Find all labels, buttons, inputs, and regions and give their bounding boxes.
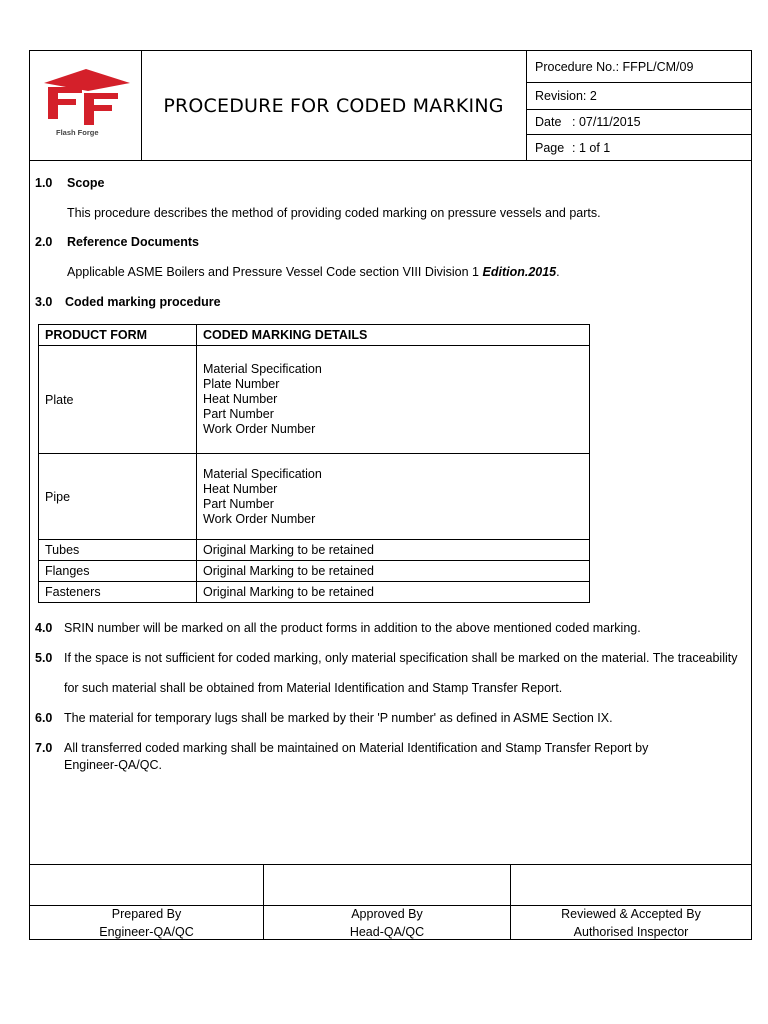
document-title: PROCEDURE FOR CODED MARKING [163, 94, 504, 117]
logo-cell [30, 51, 142, 160]
section-2-end: . [556, 265, 560, 279]
prepared-role: Engineer-QA/QC [99, 925, 194, 939]
details-cell: Original Marking to be retained [197, 582, 590, 603]
prepared-by: Prepared By [111, 907, 182, 921]
details-cell [197, 454, 590, 540]
section-6-text: The material for temporary lugs shall be marked by their 'P number' as defined in ASME Section IX. [64, 711, 613, 725]
signature-block [30, 864, 751, 940]
section-2-text [67, 265, 560, 279]
product-form-cell: Pipe [39, 454, 197, 540]
logo-text: Flash Forge [56, 128, 99, 137]
section-1-text: This procedure describes the method of providing coded marking on pressure vessels and parts. [67, 206, 601, 220]
section-7-text: All transferred coded marking shall be maintained on Material Identification and Stamp Transfer Report by [64, 741, 649, 755]
section-7-text-continued: Engineer-QA/QC. [64, 758, 162, 772]
revision: Revision: 2 [526, 83, 751, 110]
table-row [39, 346, 590, 454]
coded-marking-table [38, 324, 590, 603]
title-cell [141, 51, 527, 160]
document-frame [29, 50, 752, 940]
approved-signature-box [264, 865, 510, 906]
reviewed-column [511, 865, 751, 940]
meta-cell [526, 51, 751, 160]
section-3-number: 3.0 [35, 295, 53, 309]
section-4-text: SRIN number will be marked on all the product forms in addition to the above mentioned coded marking. [64, 621, 641, 635]
approved-by: Approved By [351, 907, 423, 921]
page-row [526, 135, 751, 160]
date-row [526, 110, 751, 135]
approved-label [264, 905, 510, 941]
table-row [39, 540, 590, 561]
detail-line: Work Order Number [203, 511, 316, 526]
section-2-edition: Edition.2015 [482, 265, 557, 279]
table-row [39, 561, 590, 582]
product-form-cell: Tubes [39, 540, 197, 561]
product-form-cell: Plate [39, 346, 197, 454]
detail-line: Material Specification [203, 362, 322, 376]
product-form-cell: Flanges [39, 561, 197, 582]
detail-line: Plate Number [203, 377, 280, 391]
product-form-cell: Fasteners [39, 582, 197, 603]
table-row [39, 582, 590, 603]
page-label: Page [535, 140, 565, 155]
section-1-title: Scope [67, 176, 105, 190]
reviewed-by: Reviewed & Accepted By [561, 907, 701, 921]
reviewed-role: Authorised Inspector [573, 925, 689, 939]
date-value: : 07/11/2015 [572, 115, 641, 129]
section-5-number: 5.0 [35, 651, 53, 665]
section-2-title: Reference Documents [67, 235, 199, 249]
details-cell [197, 346, 590, 454]
section-5-text-continued: for such material shall be obtained from Material Identification and Stamp Transfer Report. [64, 681, 563, 695]
procedure-no: Procedure No.: FFPL/CM/09 [526, 51, 751, 83]
detail-line: Material Specification [203, 466, 322, 481]
table-row [39, 454, 590, 540]
document-header [30, 51, 751, 161]
section-3-title: Coded marking procedure [65, 295, 221, 309]
reviewed-label [511, 905, 751, 941]
approved-column [264, 865, 511, 940]
detail-line: Part Number [203, 496, 274, 511]
page-value: : 1 of 1 [572, 140, 611, 155]
detail-line: Work Order Number [203, 422, 316, 436]
reviewed-signature-box [511, 865, 751, 906]
date-label: Date [535, 115, 562, 129]
header-product-form: PRODUCT FORM [39, 325, 197, 346]
details-cell: Original Marking to be retained [197, 561, 590, 582]
detail-line: Heat Number [203, 481, 278, 496]
approved-role: Head-QA/QC [349, 925, 425, 939]
table-header-row [39, 325, 590, 346]
prepared-signature-box [30, 865, 263, 906]
detail-line: Part Number [203, 407, 274, 421]
section-4-number: 4.0 [35, 621, 53, 635]
section-2-number: 2.0 [35, 235, 53, 249]
section-2-body: Applicable ASME Boilers and Pressure Vessel Code section VIII Division 1 [67, 265, 483, 279]
prepared-column [30, 865, 264, 940]
section-7-number: 7.0 [35, 741, 53, 755]
detail-line: Heat Number [203, 392, 278, 406]
section-5-text: If the space is not sufficient for coded marking, only material specification shall be marked on the material. The traceability [64, 651, 738, 665]
section-1-number: 1.0 [35, 176, 53, 190]
section-6-number: 6.0 [35, 711, 53, 725]
prepared-label [30, 905, 263, 941]
details-cell: Original Marking to be retained [197, 540, 590, 561]
header-coded-marking-details: CODED MARKING DETAILS [197, 325, 590, 346]
